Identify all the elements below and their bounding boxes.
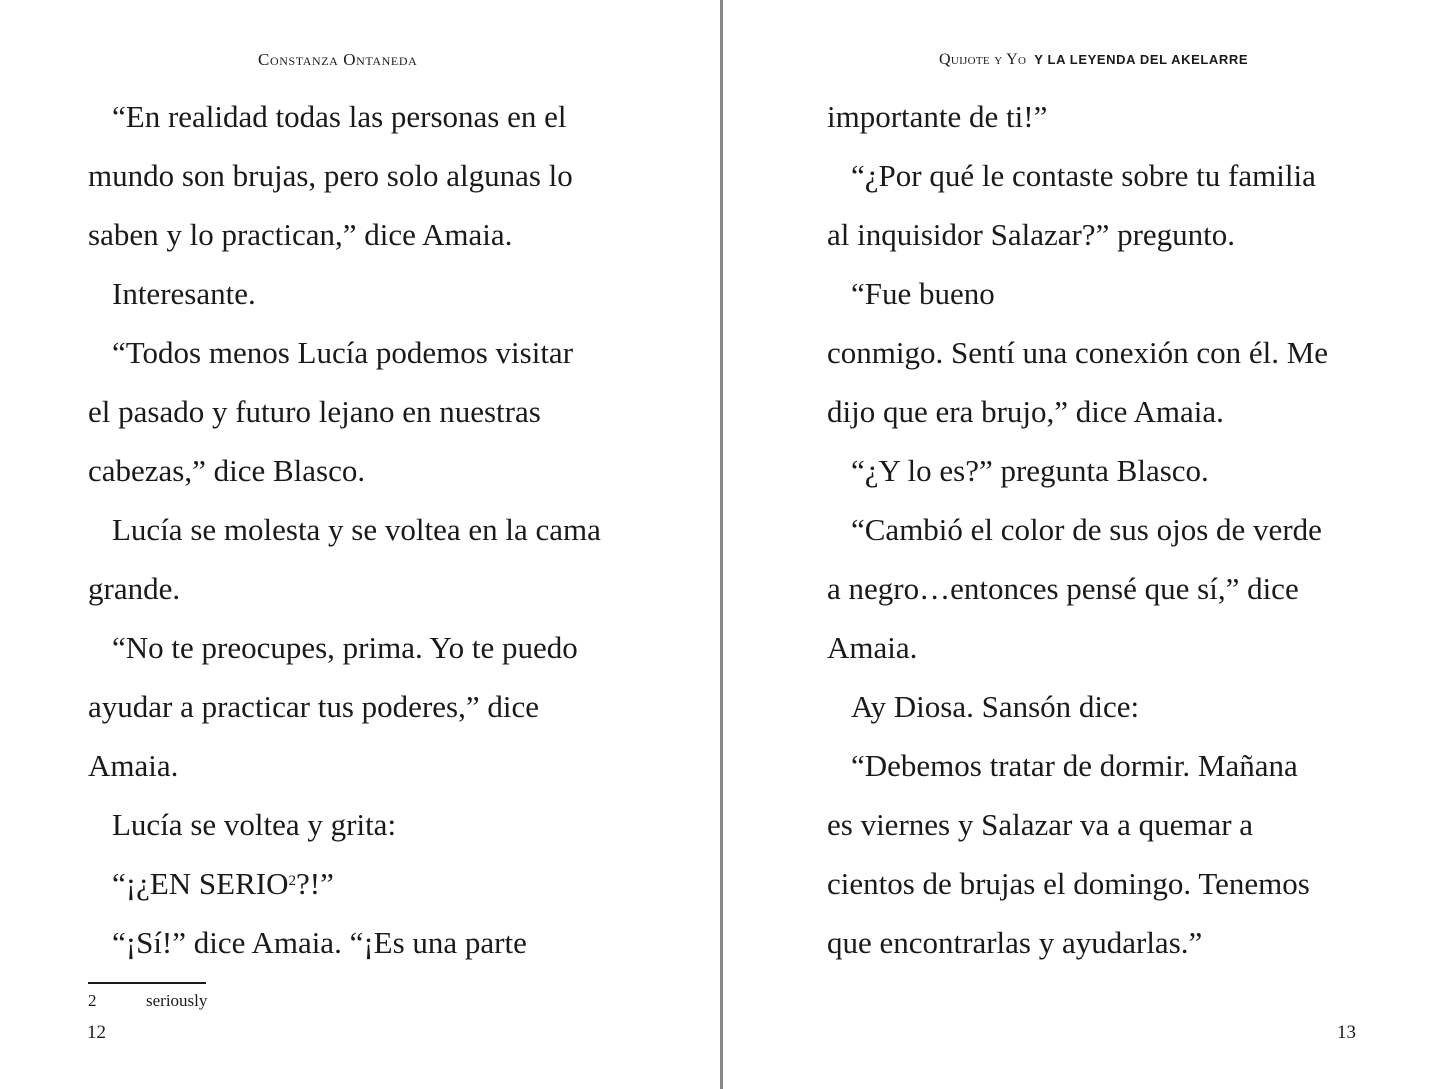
footnote-reference[interactable]: 2 [288,873,296,889]
text-line: “En realidad todas las personas en el [112,99,567,134]
left-page-body [88,87,601,972]
text-line: “No te preocupes, prima. Yo te puedo [112,630,578,665]
text-line: Lucía se molesta y se voltea en la cama [112,512,601,547]
text-line: que encontrarlas y ayudarlas.” [827,925,1203,960]
right-page [724,0,1445,1089]
text-line: a negro…entonces pensé que sí,” dice [827,571,1299,606]
running-head-title [939,50,1248,70]
page-number-right: 13 [1337,1022,1356,1043]
text-line: saben y lo practican,” dice Amaia. [88,217,513,252]
text-line: Ay Diosa. Sansón dice: [851,689,1140,724]
text-line: dijo que era brujo,” dice Amaia. [827,394,1224,429]
serio-text: “¡¿EN SERIO [112,866,289,901]
text-line-footnoted [88,854,601,913]
text-line: mundo son brujas, pero solo algunas lo [88,158,573,193]
text-line: al inquisidor Salazar?” pregunto. [827,217,1236,252]
text-line: Amaia. [827,630,918,665]
text-line: cientos de brujas el domingo. Tenemos [827,866,1310,901]
text-line: “Fue bueno [851,276,995,311]
serio-tail: ?!” [295,866,334,901]
text-line: “¿Y lo es?” pregunta Blasco. [851,453,1209,488]
text-line: conmigo. Sentí una conexión con él. Me [827,335,1329,370]
running-head-title-part2: Y LA LEYENDA DEL AKELARRE [1034,52,1249,67]
text-line: Interesante. [112,276,256,311]
page-number-left: 12 [87,1022,106,1043]
text-line: grande. [88,571,181,606]
book-gutter-divider [720,0,723,1089]
text-line: “¡Sí!” dice Amaia. “¡Es una parte [112,925,527,960]
text-line: importante de ti!” [827,99,1048,134]
running-head-author: Constanza Ontaneda [258,50,418,69]
text-line: Lucía se voltea y grita: [112,807,397,842]
footnote [88,990,207,1012]
text-line: “Debemos tratar de dormir. Mañana [851,748,1298,783]
right-page-body [827,87,1328,972]
text-line: cabezas,” dice Blasco. [88,453,366,488]
footnote-divider [88,982,206,984]
footnote-text: seriously [146,991,208,1010]
text-line: “¿Por qué le contaste sobre tu familia [851,158,1316,193]
footnote-number: 2 [88,991,97,1010]
text-line: es viernes y Salazar va a quemar a [827,807,1254,842]
running-head-title-part1: Quijote y Yo [939,51,1027,68]
text-line: “Cambió el color de sus ojos de verde [851,512,1322,547]
text-line: Amaia. [88,748,179,783]
text-line: “Todos menos Lucía podemos visitar [112,335,574,370]
left-page [0,0,721,1089]
text-line: ayudar a practicar tus poderes,” dice [88,689,539,724]
text-line: el pasado y futuro lejano en nuestras [88,394,541,429]
